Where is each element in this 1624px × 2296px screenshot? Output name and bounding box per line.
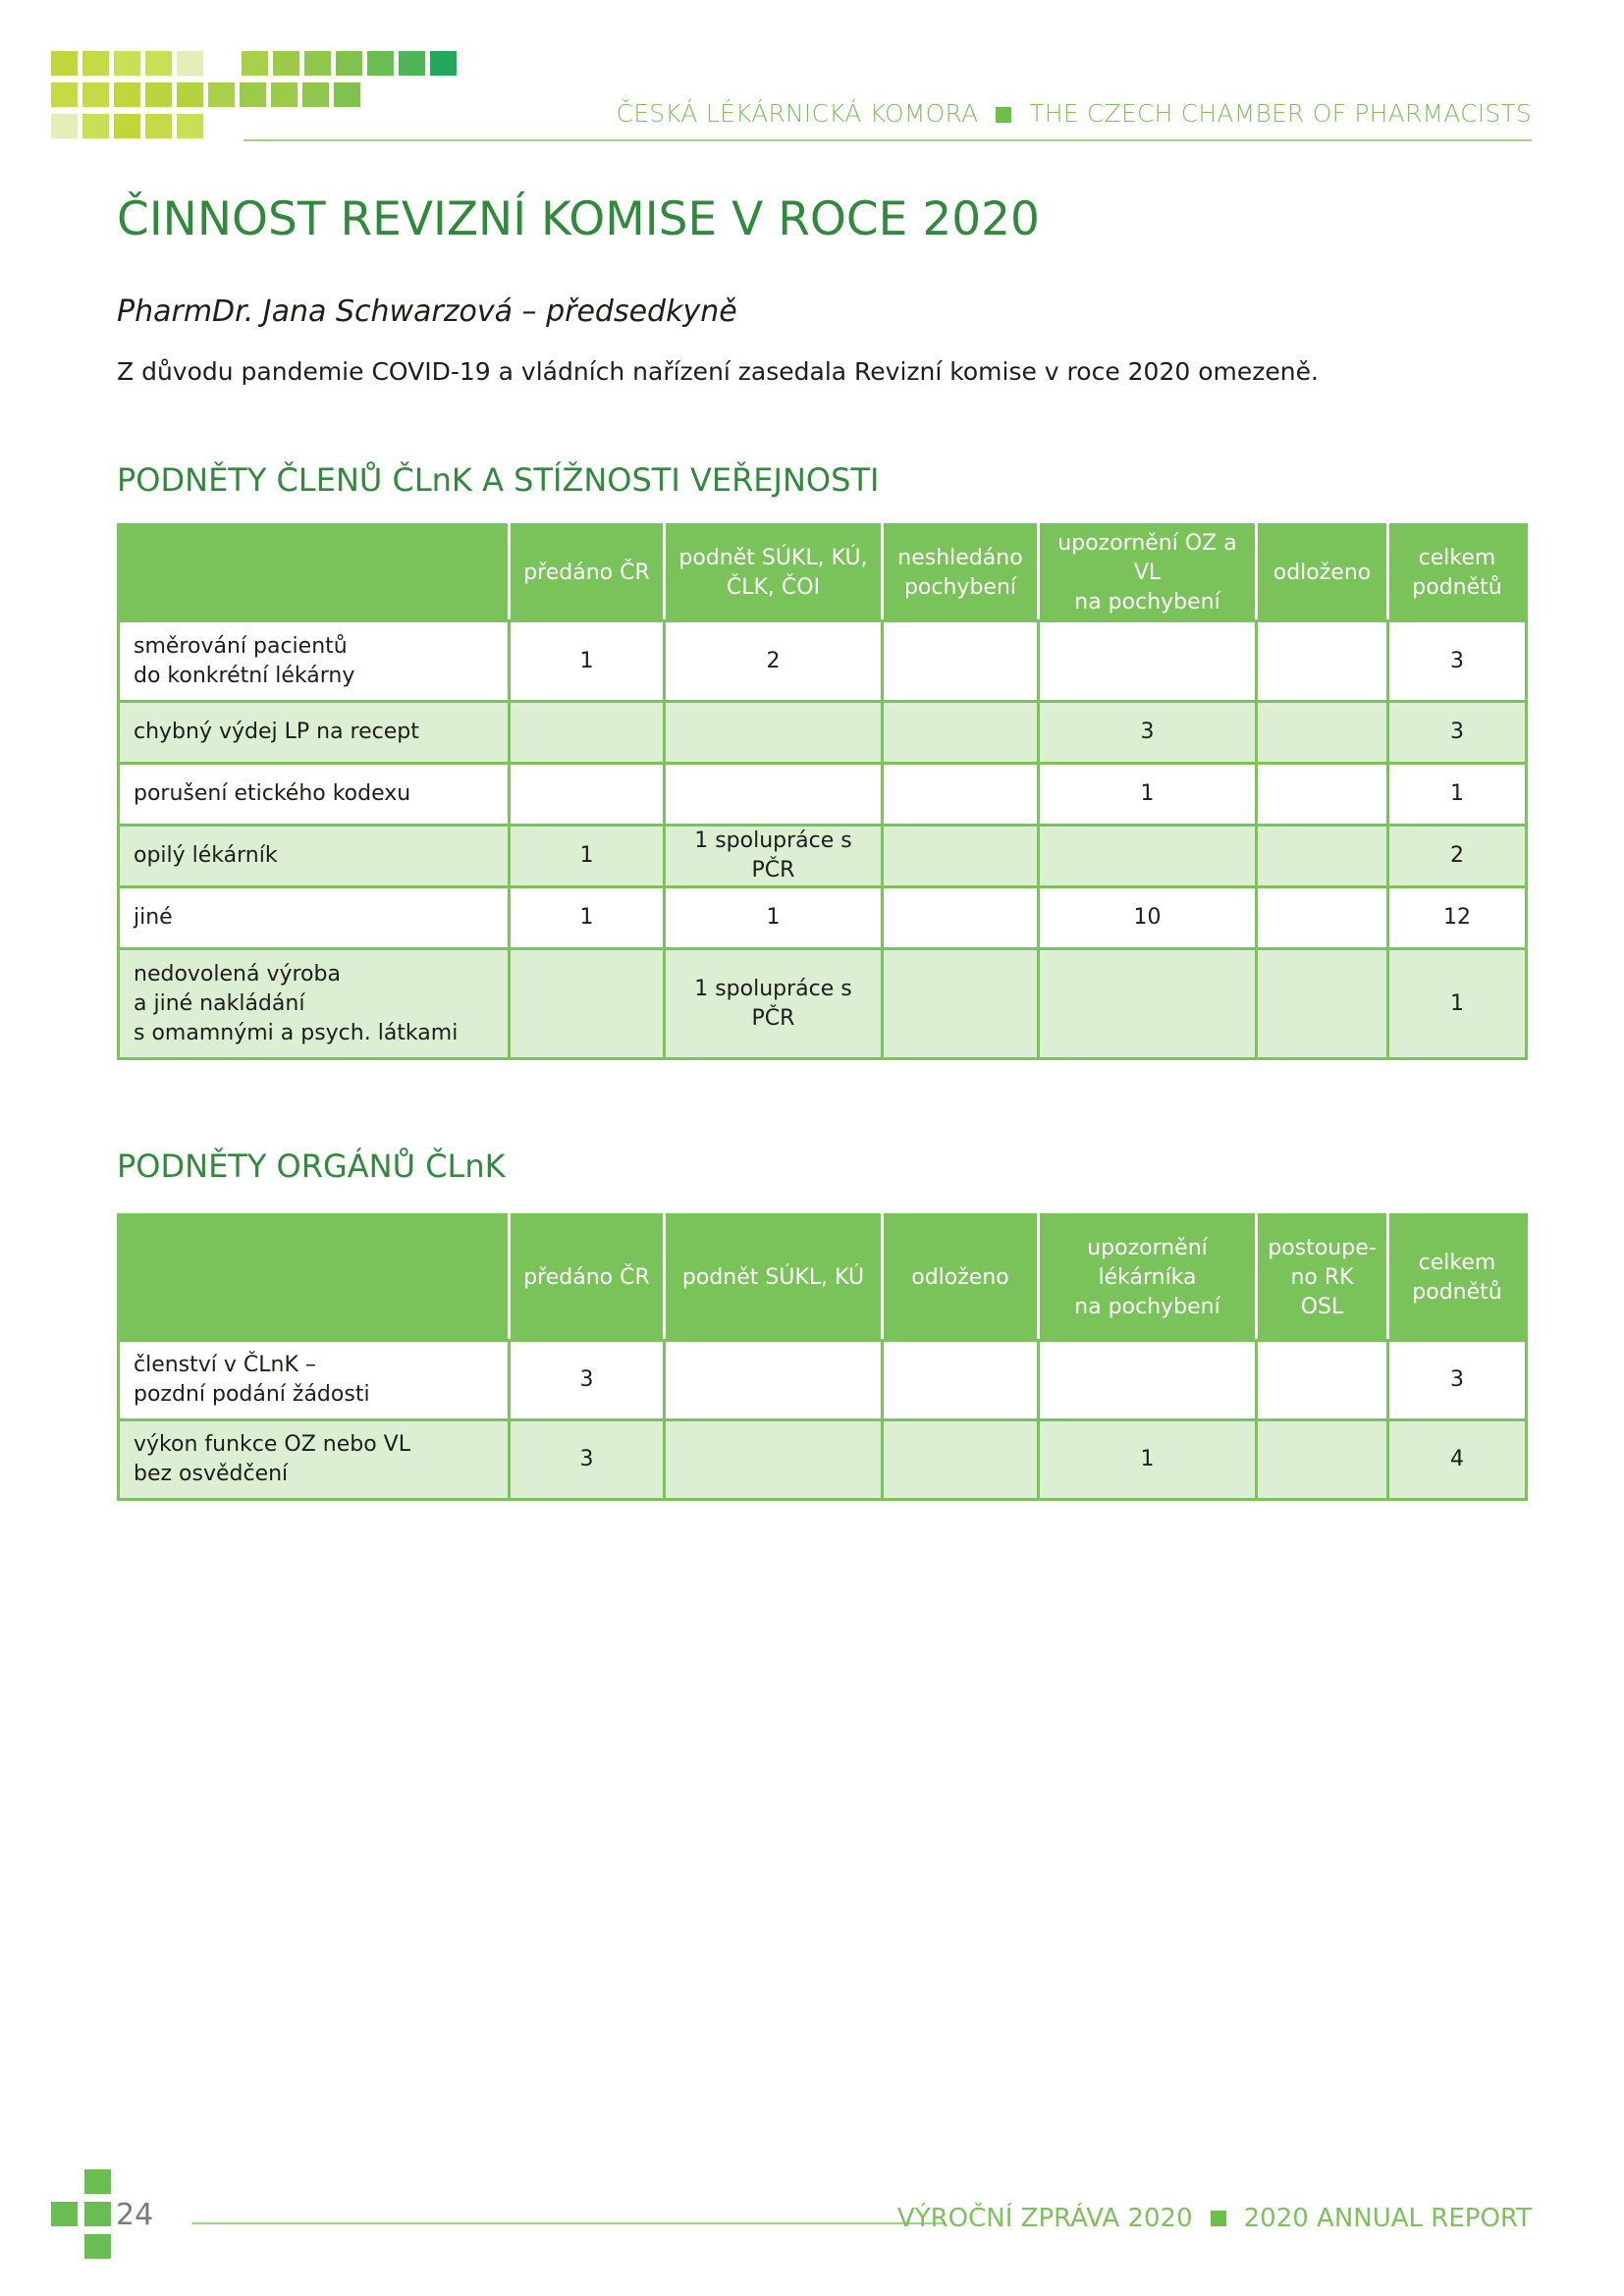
table-cell — [1257, 949, 1388, 1059]
square-bullet-icon — [1211, 2211, 1226, 2226]
table-cell — [1039, 621, 1257, 702]
table-cell — [1257, 1420, 1388, 1500]
table-cell — [1257, 702, 1388, 764]
table-cell — [510, 702, 665, 764]
table-cell: 4 — [1388, 1420, 1527, 1500]
header-org-en: THE CZECH CHAMBER OF PHARMACISTS — [1029, 99, 1532, 128]
members-complaints-table — [117, 523, 1528, 1060]
column-header — [119, 525, 510, 621]
row-label: nedovolená výroba a jiné nakládání s omamnými a psych. látkami — [119, 949, 510, 1059]
table-cell — [1257, 826, 1388, 887]
section-heading-members: PODNĚTY ČLENŮ ČLnK A STÍŽNOSTI VEŘEJNOSTI — [117, 461, 880, 499]
column-header: odloženo — [883, 1215, 1039, 1341]
table-row — [119, 1341, 1527, 1420]
column-header: celkem podnětů — [1388, 525, 1527, 621]
table-cell: 3 — [1039, 702, 1257, 764]
page-number: 24 — [116, 2198, 154, 2232]
table-cell — [665, 1341, 883, 1420]
square-bullet-icon — [996, 107, 1011, 123]
table-cell — [883, 702, 1039, 764]
table-cell — [510, 764, 665, 826]
table-cell — [883, 1341, 1039, 1420]
table-cell: 3 — [510, 1341, 665, 1420]
organs-complaints-table — [117, 1213, 1528, 1501]
table-row — [119, 621, 1527, 702]
table-cell: 1 — [665, 887, 883, 949]
table-row — [119, 826, 1527, 887]
table-cell: 3 — [1388, 1341, 1527, 1420]
footer-report-en: 2020 ANNUAL REPORT — [1243, 2204, 1532, 2233]
column-header: předáno ČR — [510, 525, 665, 621]
row-label: opilý lékárník — [119, 826, 510, 887]
column-header: celkem podnětů — [1388, 1215, 1527, 1341]
table-cell: 1 spolupráce s PČR — [665, 949, 883, 1059]
column-header — [119, 1215, 510, 1341]
table-row — [119, 887, 1527, 949]
running-header — [617, 99, 1532, 128]
footer-report-cz: VÝROČNÍ ZPRÁVA 2020 — [896, 2204, 1193, 2233]
table-cell: 1 — [510, 826, 665, 887]
column-header: podnět SÚKL, KÚ, ČLK, ČOI — [665, 525, 883, 621]
table-cell: 12 — [1388, 887, 1527, 949]
header-rule — [244, 139, 1532, 141]
table-cell: 3 — [1388, 621, 1527, 702]
table-cell — [665, 764, 883, 826]
table-cell: 10 — [1039, 887, 1257, 949]
table-cell — [883, 764, 1039, 826]
footer-rule — [192, 2222, 944, 2224]
table-cell — [665, 1420, 883, 1500]
table-cell — [883, 1420, 1039, 1500]
table-cell: 1 — [510, 621, 665, 702]
table-header-row — [119, 525, 1527, 621]
table-cell — [665, 702, 883, 764]
table-cell — [1039, 949, 1257, 1059]
column-header: podnět SÚKL, KÚ — [665, 1215, 883, 1341]
table-cell — [510, 949, 665, 1059]
table-cell: 2 — [1388, 826, 1527, 887]
table-cell: 2 — [665, 621, 883, 702]
table-header-row — [119, 1215, 1527, 1341]
table-row — [119, 1420, 1527, 1500]
table-cell — [1257, 621, 1388, 702]
table-cell — [1257, 764, 1388, 826]
table-row — [119, 702, 1527, 764]
table-row — [119, 764, 1527, 826]
table-cell: 1 — [1039, 764, 1257, 826]
table-cell — [1039, 826, 1257, 887]
column-header: odloženo — [1257, 525, 1388, 621]
table-row — [119, 949, 1527, 1059]
column-header: upozornění lékárníka na pochybení — [1039, 1215, 1257, 1341]
author-line: PharmDr. Jana Schwarzová – předsedkyně — [117, 294, 737, 329]
table-cell — [1257, 1341, 1388, 1420]
column-header: neshledáno pochybení — [883, 525, 1039, 621]
table-cell: 1 — [510, 887, 665, 949]
table-cell: 1 spolupráce s PČR — [665, 826, 883, 887]
intro-paragraph: Z důvodu pandemie COVID-19 a vládních nařízení zasedala Revizní komise v roce 2020 omezeně. — [117, 357, 1319, 386]
table-cell — [883, 826, 1039, 887]
row-label: chybný výdej LP na recept — [119, 702, 510, 764]
table-cell: 1 — [1388, 949, 1527, 1059]
column-header: upozornění OZ a VL na pochybení — [1039, 525, 1257, 621]
table-cell: 1 — [1388, 764, 1527, 826]
section-heading-organs: PODNĚTY ORGÁNŮ ČLnK — [117, 1148, 506, 1185]
table-cell — [883, 621, 1039, 702]
table-cell — [1039, 1341, 1257, 1420]
row-label: výkon funkce OZ nebo VL bez osvědčení — [119, 1420, 510, 1500]
row-label: směrování pacientů do konkrétní lékárny — [119, 621, 510, 702]
table-cell: 3 — [510, 1420, 665, 1500]
header-org-cz: ČESKÁ LÉKÁRNICKÁ KOMORA — [616, 99, 979, 128]
row-label: členství v ČLnK – pozdní podání žádosti — [119, 1341, 510, 1420]
table-cell — [1257, 887, 1388, 949]
page-title: ČINNOST REVIZNÍ KOMISE V ROCE 2020 — [117, 192, 1040, 246]
table-cell: 1 — [1039, 1420, 1257, 1500]
table-cell — [883, 949, 1039, 1059]
running-footer — [897, 2204, 1532, 2233]
table-cell — [883, 887, 1039, 949]
column-header: postoupe- no RK OSL — [1257, 1215, 1388, 1341]
row-label: porušení etického kodexu — [119, 764, 510, 826]
table-cell: 3 — [1388, 702, 1527, 764]
row-label: jiné — [119, 887, 510, 949]
column-header: předáno ČR — [510, 1215, 665, 1341]
